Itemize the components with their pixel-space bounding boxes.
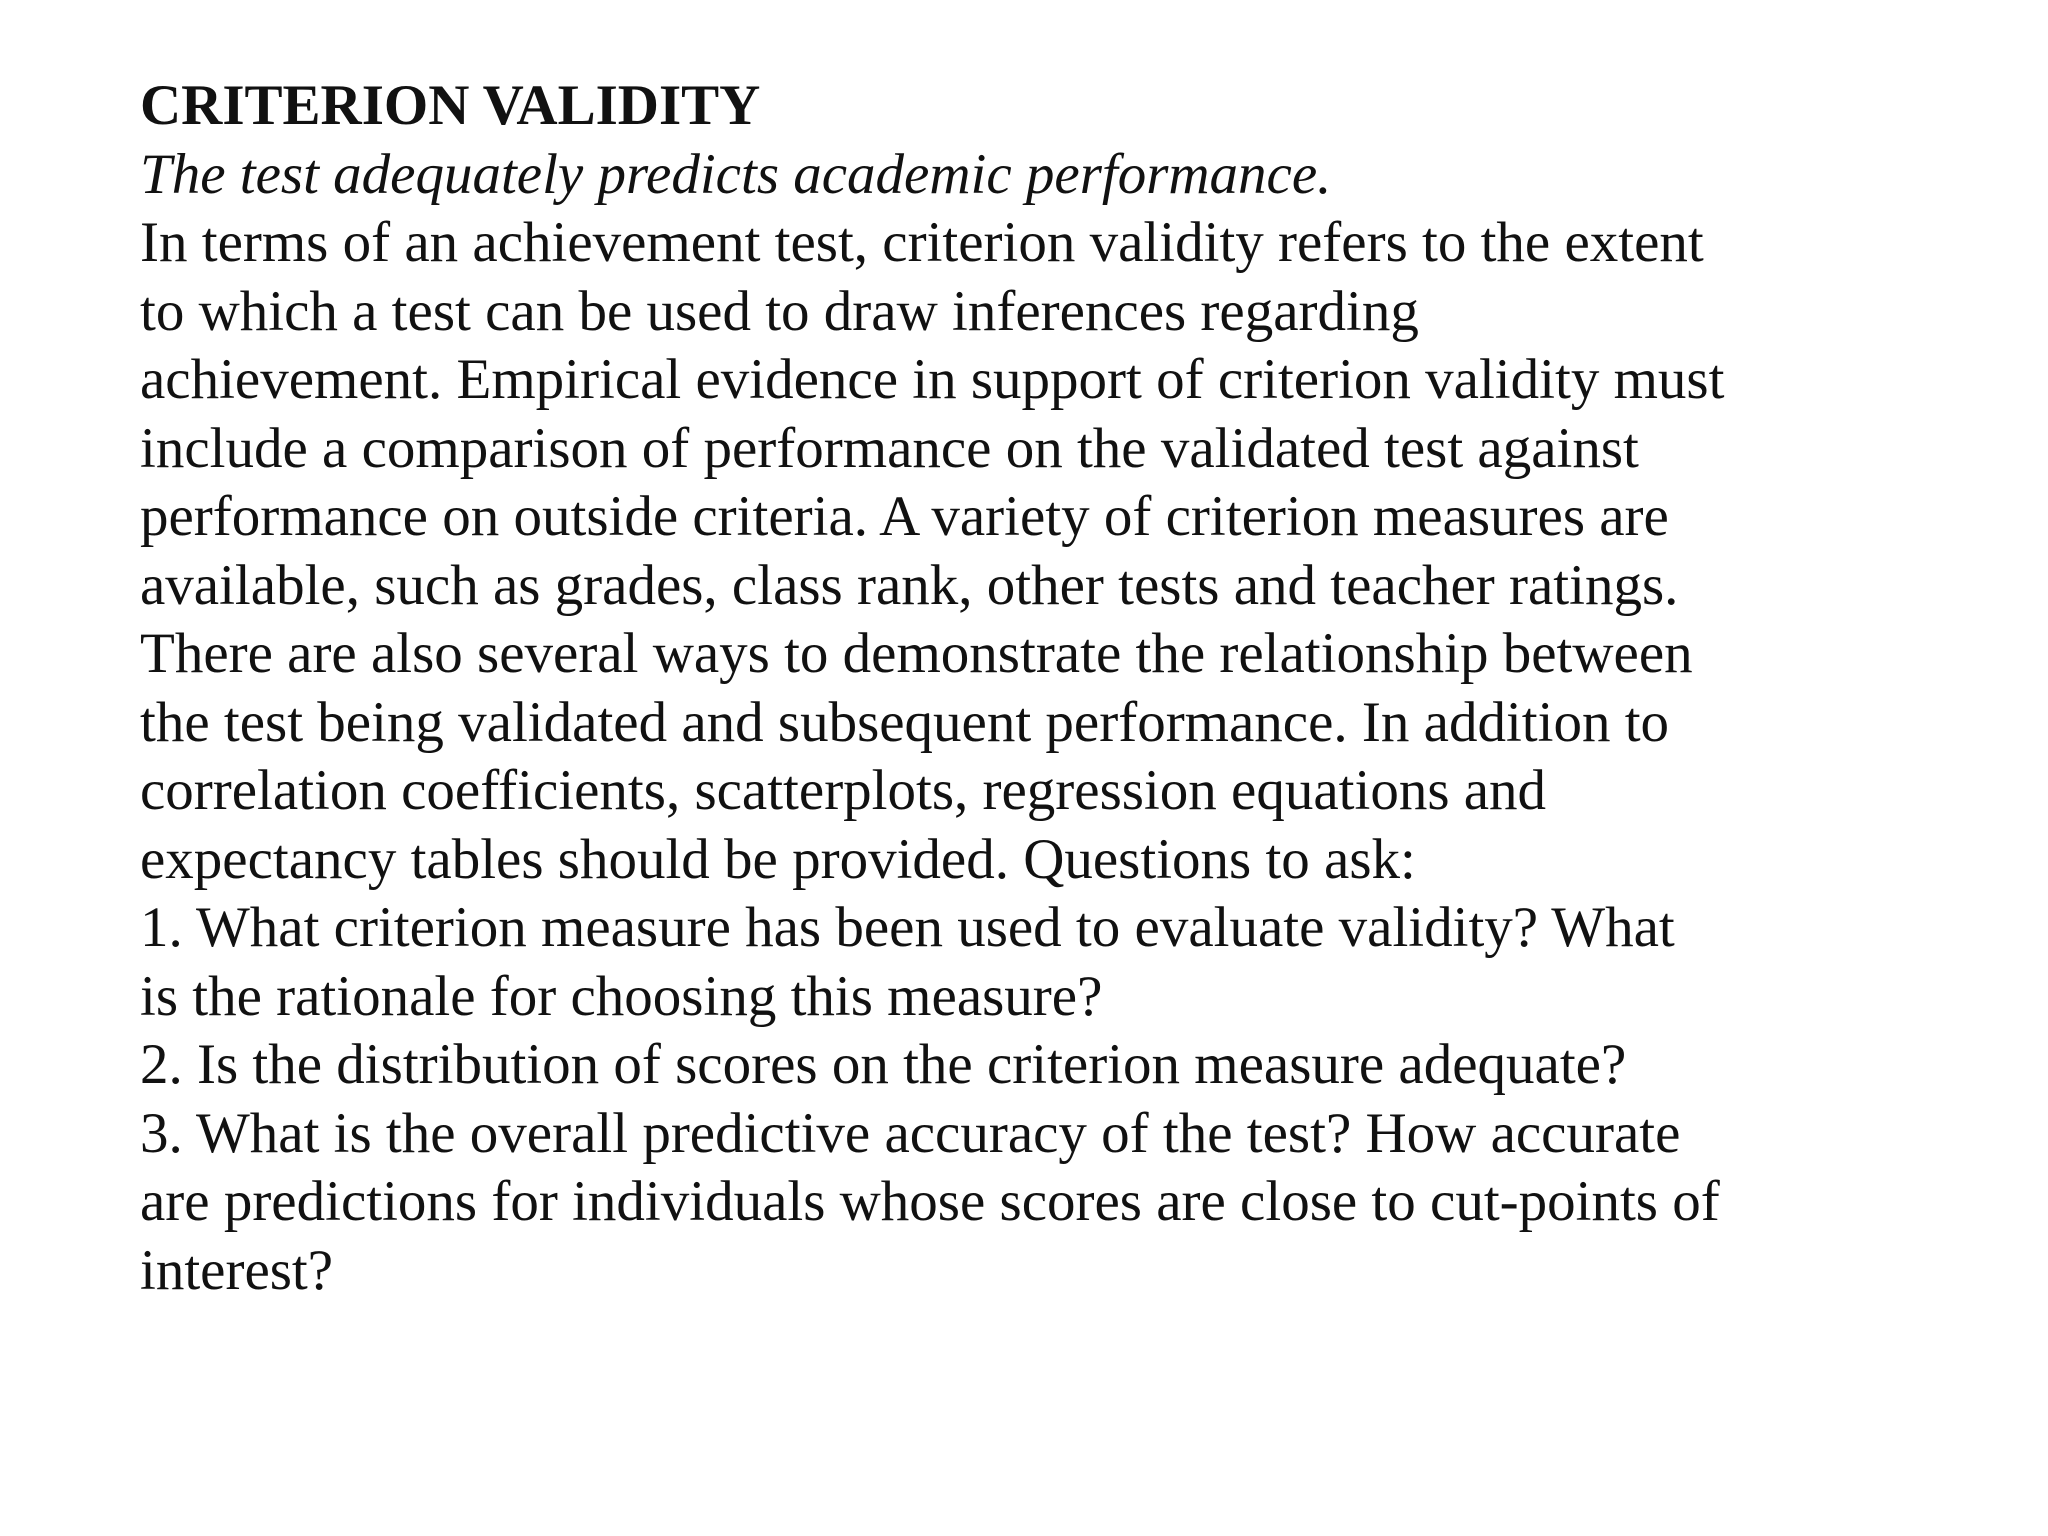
- body-line: performance on outside criteria. A variety of criterion measures are: [140, 485, 1669, 548]
- question-line: 3. What is the overall predictive accuracy of the test? How accurate: [140, 1101, 1681, 1165]
- questions-list: [140, 894, 2010, 1305]
- body-line: the test being validated and subsequent performance. In addition to: [140, 690, 1670, 754]
- body-line: In terms of an achievement test, criterion validity refers to the extent: [140, 211, 1704, 274]
- question-item-1: [140, 894, 2010, 1031]
- body-line: There are also several ways to demonstrate the relationship between: [140, 622, 1693, 685]
- body-line: correlation coefficients, scatterplots, regression equations and: [140, 759, 1547, 822]
- document-subtitle: The test adequately predicts academic performance.: [140, 142, 1332, 206]
- body-line: to which a test can be used to draw inferences regarding: [140, 279, 1419, 343]
- body-line: available, such as grades, class rank, other tests and teacher ratings.: [140, 553, 1679, 617]
- body-line: achievement. Empirical evidence in support of criterion validity must: [140, 348, 1725, 411]
- question-line: interest?: [140, 1238, 334, 1302]
- body-line: include a comparison of performance on the validated test against: [140, 416, 1639, 480]
- question-item-2: [140, 1031, 2010, 1100]
- question-line: 2. Is the distribution of scores on the criterion measure adequate?: [140, 1033, 1627, 1096]
- document-title: CRITERION VALIDITY: [140, 74, 761, 137]
- document-page: [140, 72, 2010, 1305]
- question-line: is the rationale for choosing this measure?: [140, 964, 1103, 1028]
- body-line: expectancy tables should be provided. Questions to ask:: [140, 827, 1416, 891]
- question-item-3: [140, 1100, 2010, 1306]
- body-paragraph: [140, 209, 2010, 894]
- question-line: are predictions for individuals whose scores are close to cut-points of: [140, 1170, 1720, 1233]
- question-line: 1. What criterion measure has been used to evaluate validity? What: [140, 896, 1675, 959]
